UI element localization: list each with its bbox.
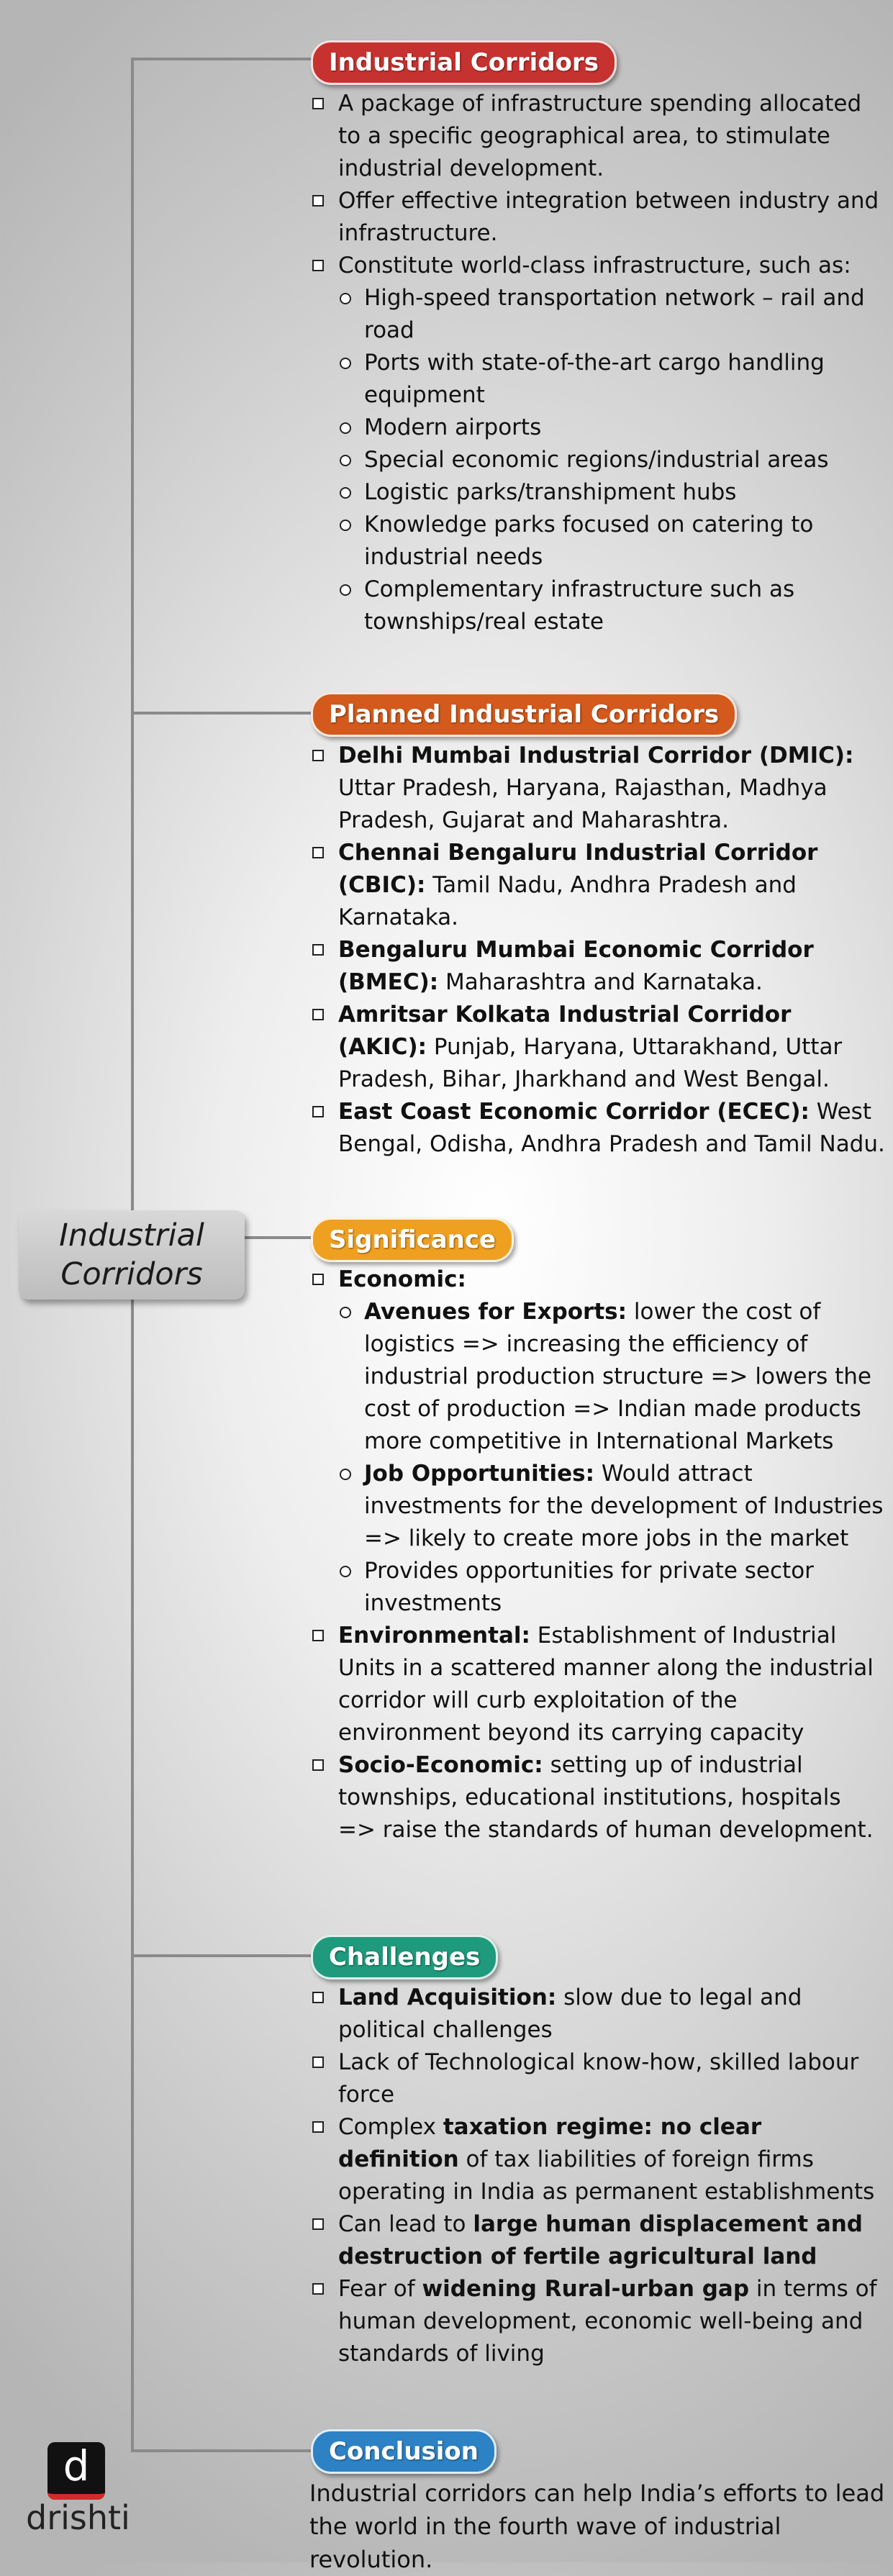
list-item: Bengaluru Mumbai Economic Corridor (BMEC): Maharashtra and Karnataka. bbox=[309, 934, 885, 999]
sub-item: Avenues for Exports: lower the cost of logistics => increasing the efficiency of industrial production structure => lowers the cost of production => Indian made products more competitive in International Markets bbox=[309, 1296, 885, 1458]
logo-letter: d bbox=[63, 2441, 90, 2490]
central-title: Industrial Corridors bbox=[59, 1217, 204, 1292]
list-item: Fear of widening Rural-urban gap in terms of human development, economic well-being and standards of living bbox=[309, 2273, 885, 2370]
list-item: Delhi Mumbai Industrial Corridor (DMIC): Uttar Pradesh, Haryana, Rajasthan, Madhya Pradesh, Gujarat and Maharashtra. bbox=[309, 740, 885, 837]
sub-item: Special economic regions/industrial areas bbox=[309, 444, 885, 476]
badge-industrial-corridors: Industrial Corridors bbox=[311, 40, 617, 85]
connector-conclusion bbox=[131, 2449, 315, 2452]
sub-item: Ports with state-of-the-art cargo handling equipment bbox=[309, 347, 885, 412]
sub-item: Job Opportunities: Would attract investments for the development of Industries => likely to create more jobs in the market bbox=[309, 1458, 885, 1555]
drishti-logo bbox=[47, 2442, 105, 2500]
list-item: Offer effective integration between industry and infrastructure. bbox=[309, 185, 885, 250]
list-item: Environmental: Establishment of Industrial Units in a scattered manner along the industrial corridor will curb exploitation of the environment beyond its carrying capacity bbox=[309, 1620, 885, 1749]
sub-item: Knowledge parks focused on catering to industrial needs bbox=[309, 509, 885, 573]
logo-name: drishti bbox=[26, 2498, 130, 2537]
list-item: Amritsar Kolkata Industrial Corridor (AKIC): Punjab, Haryana, Uttarakhand, Uttar Pradesh, Bihar, Jharkhand and West Bengal. bbox=[309, 999, 885, 1096]
list-item: Lack of Technological know-how, skilled labour force bbox=[309, 2046, 885, 2111]
sub-item: Modern airports bbox=[309, 412, 885, 444]
sub-item: Provides opportunities for private sector investments bbox=[309, 1555, 885, 1620]
badge-significance: Significance bbox=[311, 1217, 514, 1262]
section-significance bbox=[309, 1264, 885, 1846]
connector-corridors bbox=[131, 58, 315, 60]
list-item: Economic: bbox=[309, 1264, 885, 1296]
badge-challenges: Challenges bbox=[311, 1935, 498, 1979]
list-item: East Coast Economic Corridor (ECEC): West Bengal, Odisha, Andhra Pradesh and Tamil Nadu. bbox=[309, 1096, 885, 1161]
badge-planned-corridors: Planned Industrial Corridors bbox=[311, 692, 737, 737]
list-item: Land Acquisition: slow due to legal and political challenges bbox=[309, 1982, 885, 2046]
list-item: Constitute world-class infrastructure, such as: bbox=[309, 250, 885, 282]
connector-significance bbox=[242, 1236, 315, 1239]
section-industrial-corridors bbox=[309, 88, 885, 638]
section-planned-corridors bbox=[309, 740, 885, 1161]
conclusion-text: Industrial corridors can help India’s efforts to lead the world in the fourth wave of industrial revolution. bbox=[309, 2480, 885, 2573]
list-item: Socio-Economic: setting up of industrial townships, educational institutions, hospitals => raise the standards of human development. bbox=[309, 1749, 885, 1846]
list-item: Complex taxation regime: no clear definition of tax liabilities of foreign firms operating in India as permanent establishments bbox=[309, 2111, 885, 2208]
sub-item: Logistic parks/transhipment hubs bbox=[309, 476, 885, 509]
list-item: Chennai Bengaluru Industrial Corridor (CBIC): Tamil Nadu, Andhra Pradesh and Karnataka. bbox=[309, 837, 885, 934]
section-challenges bbox=[309, 1982, 885, 2370]
connector-challenges bbox=[131, 1954, 315, 1957]
central-node bbox=[19, 1210, 245, 1300]
sub-item: High-speed transportation network – rail and road bbox=[309, 282, 885, 347]
list-item: A package of infrastructure spending allocated to a specific geographical area, to stimulate industrial development. bbox=[309, 88, 885, 185]
sub-item: Complementary infrastructure such as townships/real estate bbox=[309, 573, 885, 638]
connector-planned bbox=[131, 712, 315, 715]
list-item: Can lead to large human displacement and destruction of fertile agricultural land bbox=[309, 2208, 885, 2273]
badge-conclusion: Conclusion bbox=[311, 2429, 497, 2474]
